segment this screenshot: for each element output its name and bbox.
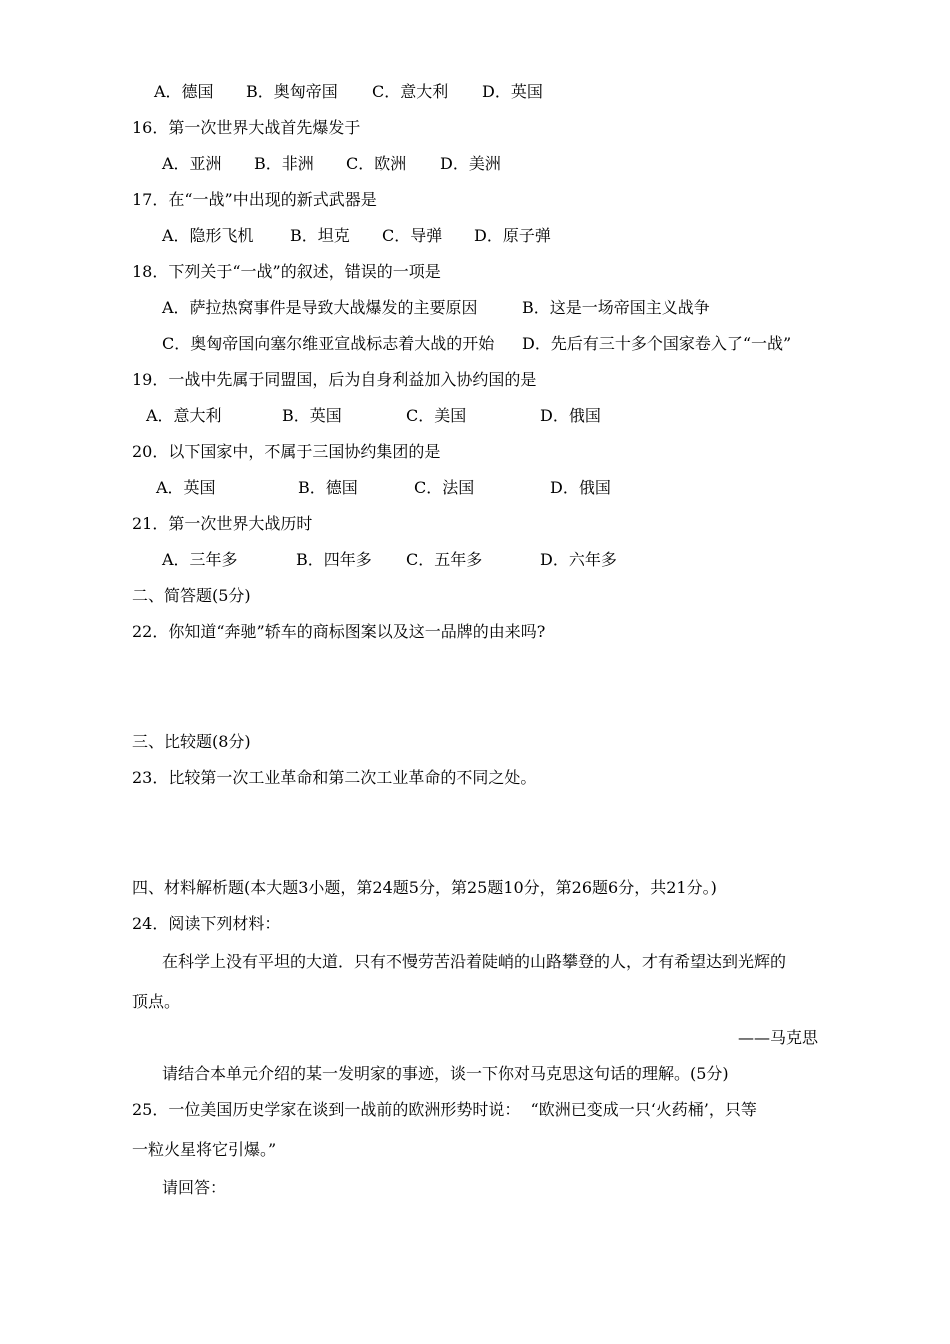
q18-option-d: D．先后有三十多个国家卷入了“一战”	[522, 334, 792, 353]
q20-option-c: C．法国	[414, 478, 475, 497]
q20-option-b: B．德国	[298, 478, 358, 497]
q23-stem: 23．比较第一次工业革命和第二次工业革命的不同之处。	[132, 768, 537, 787]
q21-option-c: C．五年多	[406, 550, 483, 569]
q18-option-a: A．萨拉热窝事件是导致大战爆发的主要原因	[162, 298, 478, 317]
q19-option-b: B．英国	[282, 406, 342, 425]
q24-attribution: ——马克思	[737, 1028, 818, 1047]
q21-option-a: A．三年多	[162, 550, 238, 569]
q19-stem: 19．一战中先属于同盟国，后为自身利益加入协约国的是	[132, 370, 537, 389]
q17-option-a: A．隐形飞机	[162, 226, 254, 245]
q17-option-d: D．原子弹	[474, 226, 551, 245]
q24-quote-line2: 顶点。	[132, 992, 181, 1011]
q16-stem: 16．第一次世界大战首先爆发于	[132, 118, 361, 137]
q20-option-a: A．英国	[156, 478, 216, 497]
q15-option-a: A．德国	[154, 82, 214, 101]
q17-option-c: C．导弹	[382, 226, 443, 245]
q19-option-c: C．美国	[406, 406, 467, 425]
section2-title: 二、简答题(5分)	[132, 586, 251, 605]
q16-option-b: B．非洲	[254, 154, 314, 173]
q19-option-a: A．意大利	[146, 406, 222, 425]
q24-quote-line1: 在科学上没有平坦的大道．只有不慢劳苦沿着陡峭的山路攀登的人，才有希望达到光辉的	[162, 952, 787, 971]
section3-title: 三、比较题(8分)	[132, 732, 251, 751]
q20-stem: 20．以下国家中，不属于三国协约集团的是	[132, 442, 441, 461]
q19-option-d: D．俄国	[540, 406, 601, 425]
q20-option-d: D．俄国	[550, 478, 611, 497]
q25-stem-line2: 一粒火星将它引爆。”	[132, 1140, 277, 1159]
q21-stem: 21．第一次世界大战历时	[132, 514, 313, 533]
q21-option-b: B．四年多	[296, 550, 372, 569]
section4-title: 四、材料解析题(本大题3小题，第24题5分，第25题10分，第26题6分，共21分。)	[132, 878, 717, 897]
q15-option-b: B．奥匈帝国	[246, 82, 338, 101]
q17-stem: 17．在“一战”中出现的新式武器是	[132, 190, 377, 209]
q24-ask: 请结合本单元介绍的某一发明家的事迹，谈一下你对马克思这句话的理解。(5分)	[162, 1064, 729, 1083]
q18-stem: 18．下列关于“一战”的叙述，错误的一项是	[132, 262, 441, 281]
q25-stem-line1: 25．一位美国历史学家在谈到一战前的欧洲形势时说： “欧洲已变成一只‘火药桶’，只等	[132, 1100, 757, 1119]
q22-stem: 22．你知道“奔驰”轿车的商标图案以及这一品牌的由来吗?	[132, 622, 546, 641]
q21-option-d: D．六年多	[540, 550, 617, 569]
q16-option-d: D．美洲	[440, 154, 501, 173]
q25-ask: 请回答：	[162, 1178, 227, 1197]
q18-option-b: B．这是一场帝国主义战争	[522, 298, 710, 317]
q16-option-a: A．亚洲	[162, 154, 222, 173]
q16-option-c: C．欧洲	[346, 154, 407, 173]
q15-option-d: D．英国	[482, 82, 543, 101]
q17-option-b: B．坦克	[290, 226, 350, 245]
q15-option-c: C．意大利	[372, 82, 449, 101]
q24-stem: 24．阅读下列材料：	[132, 914, 281, 933]
q18-option-c: C．奥匈帝国向塞尔维亚宣战标志着大战的开始	[162, 334, 495, 353]
